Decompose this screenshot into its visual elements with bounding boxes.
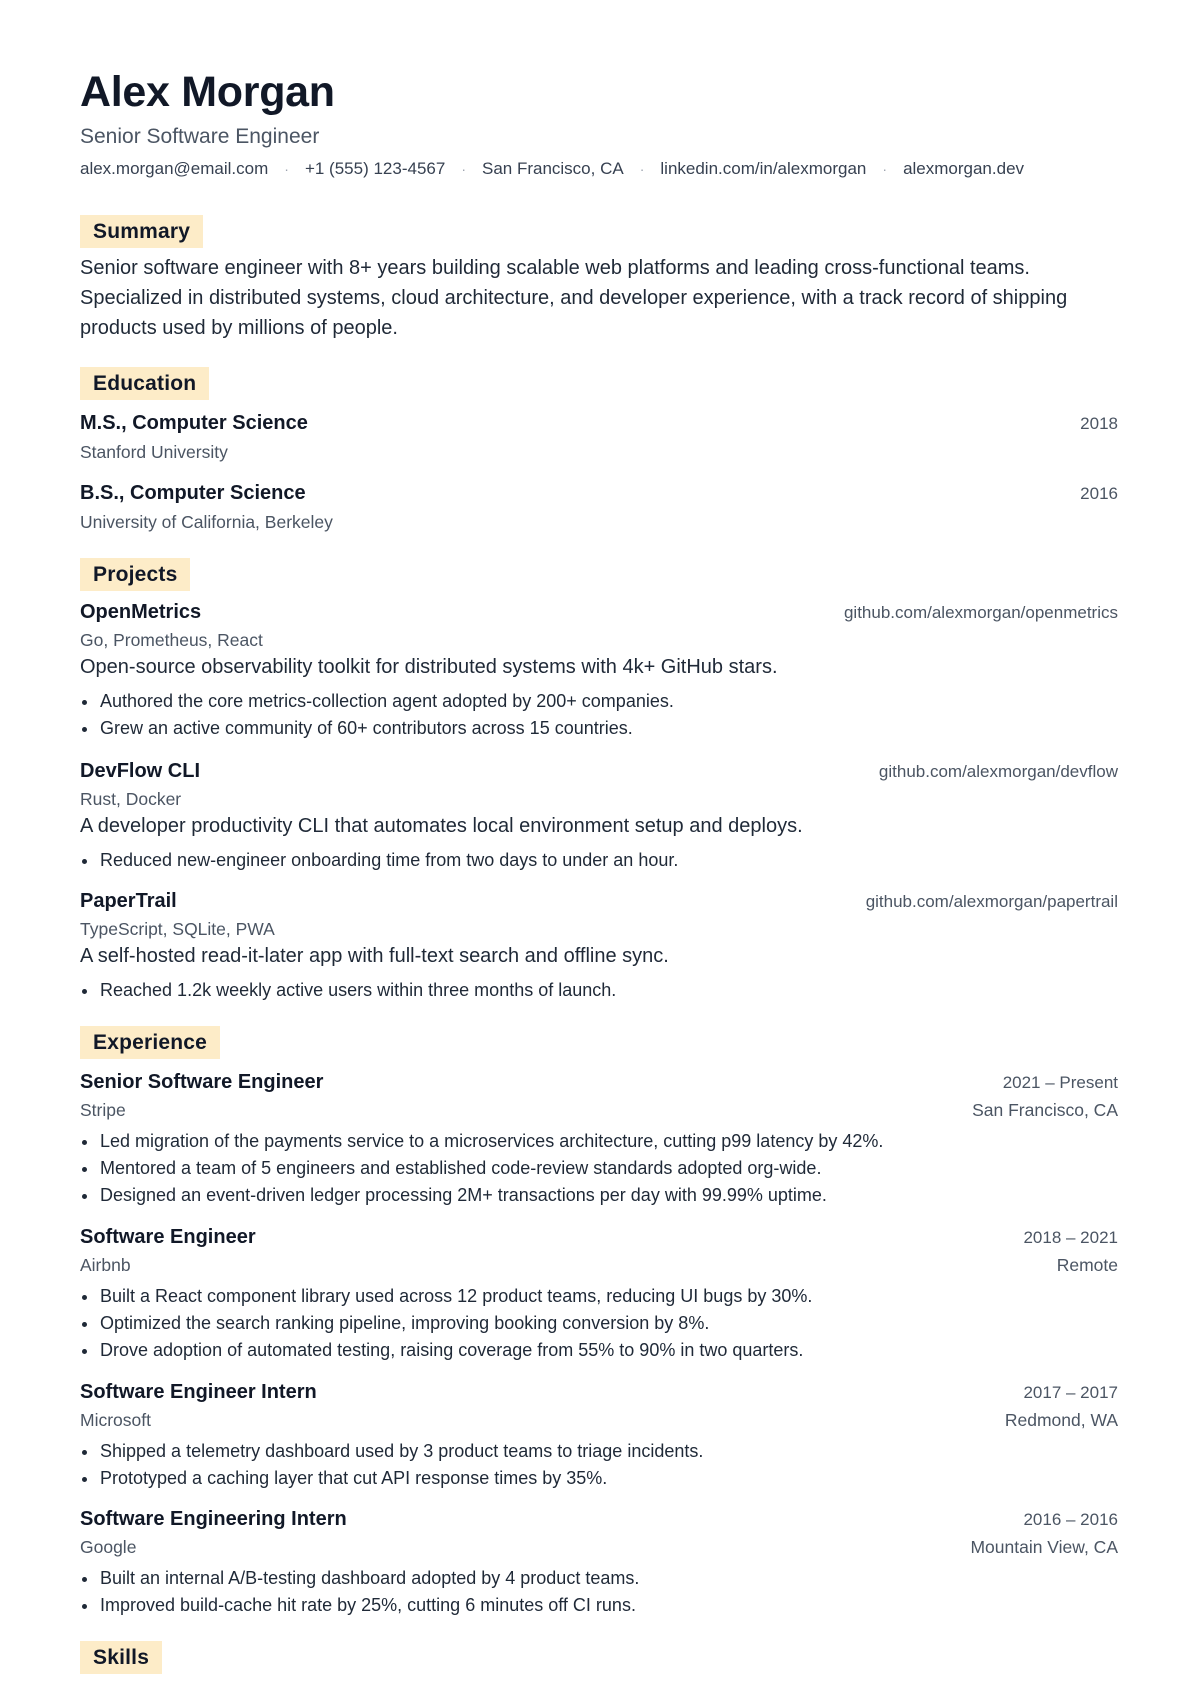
job-company: Microsoft — [80, 1410, 151, 1430]
contact-email[interactable]: alex.morgan@email.com — [80, 159, 269, 178]
project-title-row — [80, 601, 1118, 624]
project-title-row — [80, 760, 1118, 783]
school: Stanford University — [80, 442, 228, 462]
job-dates: 2017 – 2017 — [1023, 1383, 1118, 1402]
job-role: Senior Software Engineer — [80, 1071, 324, 1093]
job-dates: 2021 – Present — [1002, 1073, 1118, 1092]
job-dates: 2018 – 2021 — [1023, 1228, 1118, 1247]
job-location: Remote — [1056, 1255, 1118, 1275]
project-tech-row — [80, 789, 1118, 810]
degree: B.S., Computer Science — [80, 482, 306, 504]
project-tech-row — [80, 919, 1118, 940]
job-title-row — [80, 1381, 1118, 1404]
job-bullets — [80, 1283, 1118, 1364]
project-tech-row — [80, 630, 1118, 651]
job-location: San Francisco, CA — [972, 1100, 1118, 1120]
education-school-row — [80, 512, 1118, 533]
job-bullets — [80, 1128, 1118, 1209]
project-description: A self-hosted read-it-later app with full-text search and offline sync. — [80, 945, 669, 967]
job-title-row — [80, 1508, 1118, 1531]
education-entry — [80, 482, 1118, 505]
contact-phone[interactable]: +1 (555) 123-4567 — [304, 159, 446, 178]
education-entry — [80, 412, 1118, 435]
degree: M.S., Computer Science — [80, 412, 308, 434]
contact-location: San Francisco, CA — [481, 159, 624, 178]
project-tech: Go, Prometheus, React — [80, 630, 263, 650]
job-location: Mountain View, CA — [970, 1537, 1118, 1557]
job-title-row — [80, 1071, 1118, 1094]
list-item: Built an internal A/B-testing dashboard adopted by 4 product teams. — [80, 1565, 1118, 1592]
list-item: Authored the core metrics-collection agent adopted by 200+ companies. — [80, 688, 1118, 715]
job-company-row — [80, 1410, 1118, 1431]
project-title-row — [80, 890, 1118, 913]
job-dates: 2016 – 2016 — [1023, 1510, 1118, 1529]
list-item: Reduced new-engineer onboarding time from two days to under an hour. — [80, 847, 1118, 874]
job-company: Airbnb — [80, 1255, 131, 1275]
job-role: Software Engineer Intern — [80, 1381, 317, 1403]
experience-heading: Experience — [80, 1026, 220, 1059]
list-item: Mentored a team of 5 engineers and established code-review standards adopted org-wide. — [80, 1155, 1118, 1182]
contact-separator: · — [639, 161, 645, 177]
list-item: Designed an event-driven ledger processing 2M+ transactions per day with 99.99% uptime. — [80, 1182, 1118, 1209]
job-company-row — [80, 1100, 1118, 1121]
contact-separator: · — [882, 161, 888, 177]
education-school-row — [80, 442, 1118, 463]
project-name: DevFlow CLI — [80, 760, 201, 782]
project-bullets — [80, 688, 1118, 742]
list-item: Improved build-cache hit rate by 25%, cutting 6 minutes off CI runs. — [80, 1592, 1118, 1619]
project-link[interactable]: github.com/alexmorgan/papertrail — [865, 892, 1118, 911]
project-bullets — [80, 847, 1118, 874]
list-item: Led migration of the payments service to a microservices architecture, cutting p99 latency by 42%. — [80, 1128, 1118, 1155]
skills-heading: Skills — [80, 1641, 162, 1674]
education-heading: Education — [80, 367, 209, 400]
job-title-row — [80, 1226, 1118, 1249]
job-bullets — [80, 1565, 1118, 1619]
project-link[interactable]: github.com/alexmorgan/openmetrics — [843, 603, 1118, 622]
project-name: OpenMetrics — [80, 601, 202, 623]
summary-heading: Summary — [80, 215, 203, 248]
contact-website[interactable]: alexmorgan.dev — [903, 159, 1025, 178]
contact-linkedin[interactable]: linkedin.com/in/alexmorgan — [660, 159, 867, 178]
job-role: Software Engineer — [80, 1226, 256, 1248]
job-company-row — [80, 1255, 1118, 1276]
school: University of California, Berkeley — [80, 512, 333, 532]
job-role: Software Engineering Intern — [80, 1508, 347, 1530]
contact-line — [80, 158, 1024, 180]
projects-heading: Projects — [80, 558, 190, 591]
summary-text: Senior software engineer with 8+ years building scalable web platforms and leading cross-functional teams. Specialized in distributed systems, cloud architecture, and developer experience, with a track record of shipping products used by millions of people. — [80, 257, 1068, 339]
job-company: Google — [80, 1537, 137, 1557]
project-bullets — [80, 977, 1118, 1004]
list-item: Built a React component library used across 12 product teams, reducing UI bugs by 30%. — [80, 1283, 1118, 1310]
project-tech: TypeScript, SQLite, PWA — [80, 919, 275, 939]
job-company: Stripe — [80, 1100, 126, 1120]
job-company-row — [80, 1537, 1118, 1558]
graduation-year: 2018 — [1080, 414, 1118, 433]
list-item: Reached 1.2k weekly active users within three months of launch. — [80, 977, 1118, 1004]
list-item: Shipped a telemetry dashboard used by 3 product teams to triage incidents. — [80, 1438, 1118, 1465]
job-bullets — [80, 1438, 1118, 1492]
job-location: Redmond, WA — [1004, 1410, 1118, 1430]
contact-separator: · — [284, 161, 289, 177]
list-item: Drove adoption of automated testing, raising coverage from 55% to 90% in two quarters. — [80, 1337, 1118, 1364]
graduation-year: 2016 — [1080, 484, 1118, 503]
project-name: PaperTrail — [80, 890, 177, 912]
contact-separator: · — [461, 161, 466, 177]
project-description: A developer productivity CLI that automates local environment setup and deploys. — [80, 815, 803, 837]
candidate-name: Alex Morgan — [80, 68, 335, 116]
project-tech: Rust, Docker — [80, 789, 182, 809]
project-link[interactable]: github.com/alexmorgan/devflow — [878, 762, 1118, 781]
list-item: Optimized the search ranking pipeline, improving booking conversion by 8%. — [80, 1310, 1118, 1337]
list-item: Grew an active community of 60+ contributors across 15 countries. — [80, 715, 1118, 742]
list-item: Prototyped a caching layer that cut API response times by 35%. — [80, 1465, 1118, 1492]
candidate-title: Senior Software Engineer — [80, 125, 320, 148]
project-description: Open-source observability toolkit for distributed systems with 4k+ GitHub stars. — [80, 656, 778, 678]
